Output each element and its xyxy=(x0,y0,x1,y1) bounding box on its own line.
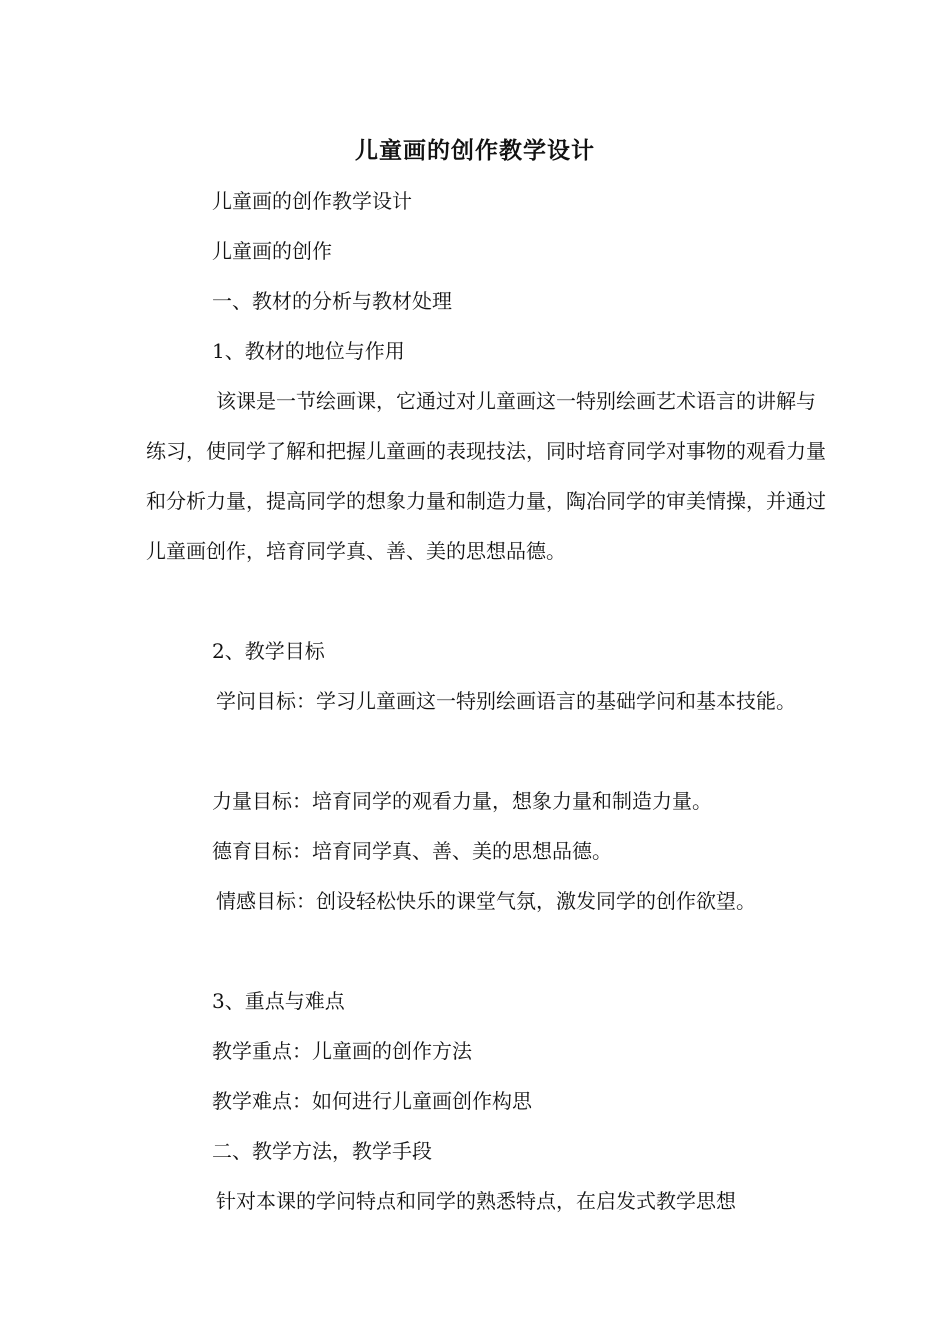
heading-subsection-2: 2、教学目标 xyxy=(212,639,325,663)
paragraph-emotion-goal: 情感目标：创设轻松快乐的课堂气氛，激发同学的创作欲望。 xyxy=(216,889,756,913)
paragraph-lesson-role: 该课是一节绘画课，它通过对儿童画这一特别绘画艺术语言的讲解与练习，使同学了解和把握儿童画的表现技法，同时培育同学对事物的观看力量和分析力量，提高同学的想象力量和制造力量，陶冶同学的审美情操，并通过儿童画创作，培育同学真、善、美的思想品德。 xyxy=(146,389,826,563)
paragraph-teaching-method: 针对本课的学问特点和同学的熟悉特点，在启发式教学思想 xyxy=(216,1189,736,1213)
heading-section-one: 一、教材的分析与教材处理 xyxy=(212,289,452,313)
document-title: 儿童画的创作教学设计 xyxy=(355,137,595,164)
paragraph-lesson-name: 儿童画的创作 xyxy=(212,239,332,263)
heading-subsection-3: 3、重点与难点 xyxy=(212,989,345,1013)
paragraph-difficulty: 教学难点：如何进行儿童画创作构思 xyxy=(212,1089,532,1113)
paragraph-knowledge-goal: 学问目标：学习儿童画这一特别绘画语言的基础学问和基本技能。 xyxy=(216,689,796,713)
paragraph-moral-goal: 德育目标：培育同学真、善、美的思想品德。 xyxy=(212,839,612,863)
paragraph-ability-goal: 力量目标：培育同学的观看力量，想象力量和制造力量。 xyxy=(212,789,712,813)
heading-subsection-1: 1、教材的地位与作用 xyxy=(212,339,405,363)
heading-section-two: 二、教学方法，教学手段 xyxy=(212,1139,432,1163)
paragraph-subtitle: 儿童画的创作教学设计 xyxy=(212,189,412,213)
paragraph-key-point: 教学重点：儿童画的创作方法 xyxy=(212,1039,472,1063)
